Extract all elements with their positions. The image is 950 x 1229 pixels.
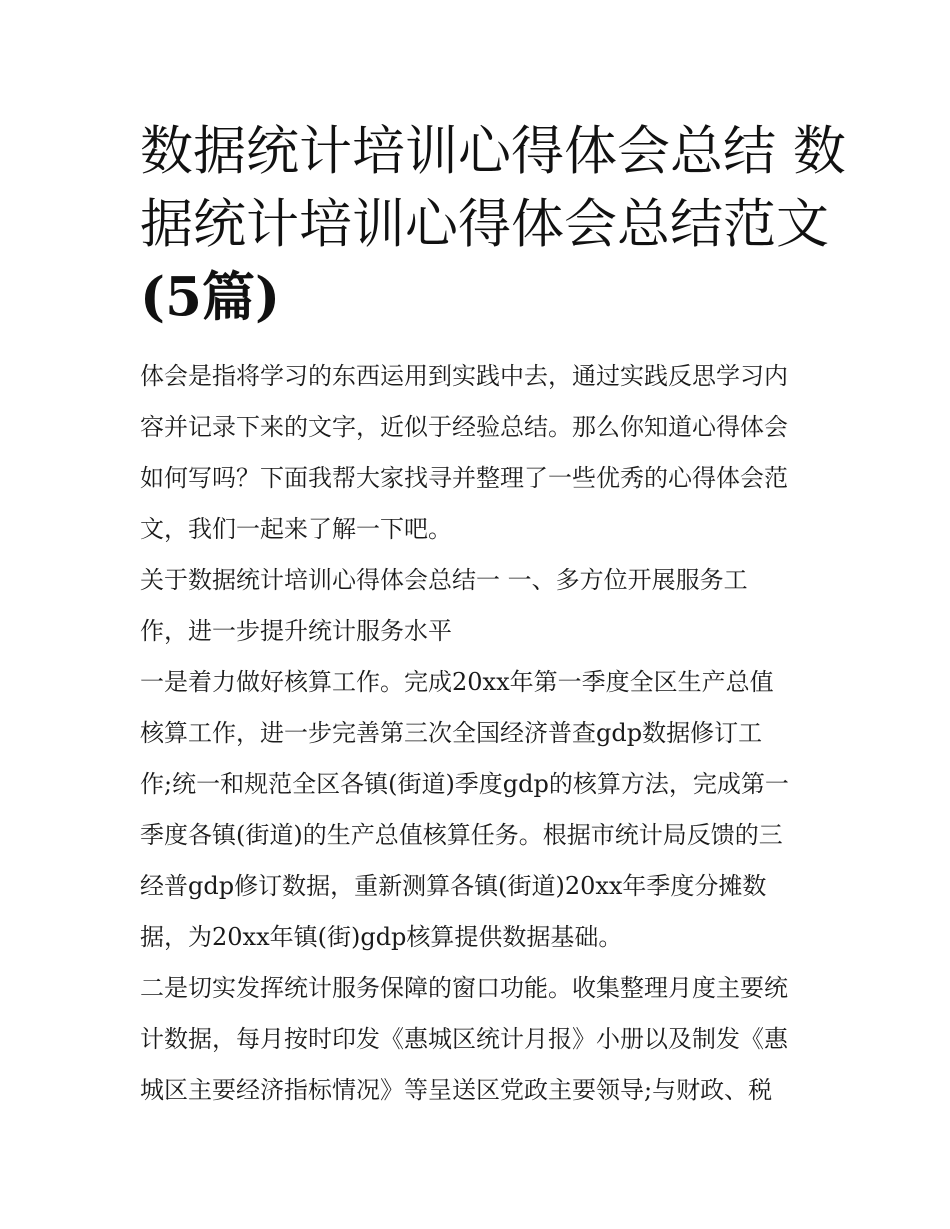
text-line: 一是着力做好核算工作。完成20xx年第一季度全区生产总值 [140,668,774,696]
text-line: 体会是指将学习的东西运用到实践中去，通过实践反思学习内 [140,362,788,390]
paragraph-accounting-work [140,657,815,963]
text-line: 城区主要经济指标情况》等呈送区党政主要领导;与财政、税 [140,1076,773,1104]
text-line: 文，我们一起来了解一下吧。 [140,515,452,543]
text-line: 季度各镇(街道)的生产总值核算任务。根据市统计局反馈的三 [140,821,783,849]
text-line: 核算工作，进一步完善第三次全国经济普查gdp数据修订工 [140,719,763,747]
paragraph-section-heading [140,555,815,657]
text-line: 据，为20xx年镇(街)gdp核算提供数据基础。 [140,923,623,951]
title-line: 据统计培训心得体会总结范文 [140,194,829,255]
document-body [140,351,815,1116]
text-line: 二是切实发挥统计服务保障的窗口功能。收集整理月度主要统 [140,974,788,1002]
document-content [140,115,846,1116]
document-title [140,115,846,334]
text-line: 作;统一和规范全区各镇(街道)季度gdp的核算方法，完成第一 [140,770,789,798]
paragraph-intro [140,351,815,555]
text-line: 容并记录下来的文字，近似于经验总结。那么你知道心得体会 [140,413,788,441]
text-line: 作，进一步提升统计服务水平 [140,617,452,645]
text-line: 计数据，每月按时印发《惠城区统计月报》小册以及制发《惠 [140,1025,788,1053]
text-line: 经普gdp修订数据，重新测算各镇(街道)20xx年季度分摊数 [140,872,767,900]
title-line: (5篇) [140,266,281,328]
text-line: 如何写吗？下面我帮大家找寻并整理了一些优秀的心得体会范 [140,464,788,492]
paragraph-service-window [140,963,815,1116]
title-line: 数据统计培训心得体会总结 数 [140,121,846,182]
text-line: 关于数据统计培训心得体会总结一 一、多方位开展服务工 [140,566,748,594]
